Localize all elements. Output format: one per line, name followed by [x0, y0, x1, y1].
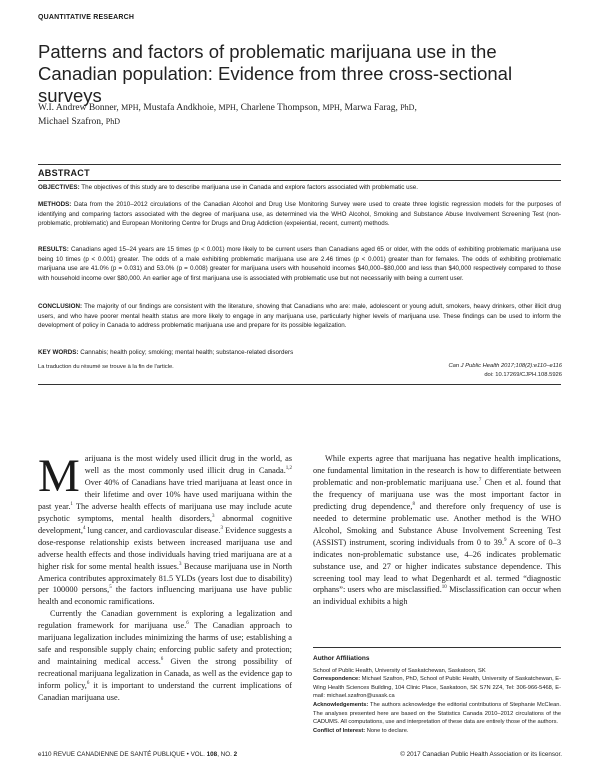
body-text: A score of 0–3 indicates non-problematic substance use, 4–26 indicates problematic substance use, and 27 or higher indicates substance dependence. This screening tool may lead to what Degenhardt et al. termed “diagnostic orphans”: users who are misclassified.: [313, 537, 561, 595]
ref-sup: 6: [160, 657, 164, 663]
page-number: e110: [38, 751, 52, 758]
body-text: and therefore only frequency of use is needed to determine problematic use. Another method is the WHO Alcohol, Smoking and Substance Abuse Involvement Screening Test (ASSIST) instrument, scoring individuals from 0 to 39.: [313, 501, 561, 547]
correspondence-label: Correspondence:: [313, 676, 361, 683]
keywords-text: Cannabis; health policy; smoking; mental health; substance-related disorders: [78, 349, 294, 356]
body-text: arijuana is the most widely used illicit drug in the world, as well as the most commonly used illicit drug in Canada.: [84, 454, 292, 475]
affiliation-text: School of Public Health, University of Saskatchewan, Saskatoon, SK: [313, 667, 486, 674]
ref-sup: 3: [220, 525, 223, 531]
author-list: [38, 101, 558, 129]
abstract-bottom-rule: [38, 384, 561, 385]
ref-sup: 10: [441, 585, 447, 591]
acknowledgements-label: Acknowledgements:: [313, 701, 369, 708]
footer-journal-name: REVUE CANADIENNE DE SANTÉ PUBLIQUE • VOL.: [51, 751, 207, 758]
abstract-heading: ABSTRACT: [38, 168, 90, 178]
body-text: The adverse health effects of marijuana use may include acute psychotic symptoms, mental health disorders,: [38, 501, 292, 523]
ref-sup: 4: [82, 525, 86, 531]
body-text: Misclassification can occur when an individual exhibits a high: [313, 585, 561, 607]
results-text: Canadians aged 15–24 years are 15 times (p < 0.001) more likely to be current users than Canadians aged 65 or older, with the odds of exhibiting problematic marijuana use being 10 times (p < 0.001) greater. The odds of a male exhibiting problematic marijuana use are 2.46 times (p < 0.001) greater than for females. The odds of exhibiting problematic marijuana use are 41.0% (p = 0.031) and 53.0% (p = 0.008) greater for marijuana users with household incomes $40,000–$80,000 and less than $40,000 respectively compared to those with household income over $80,000. An earlier age of first marijuana use is associated with problematic use but not necessarily with being a current user.: [38, 246, 561, 282]
ref-sup: 3: [211, 514, 215, 519]
footer-issue: 2: [233, 751, 238, 758]
abstract-heading-rule: [38, 180, 561, 181]
ref-sup: 7: [478, 478, 482, 484]
degree: MPH: [218, 103, 236, 112]
author-text: Michael Szafron,: [38, 117, 106, 127]
degree: MPH: [121, 103, 139, 112]
correspondence-text: Michael Szafron, PhD, School of Public Health, University of Saskatchewan, E-Wing Health Sciences Building, 104 Clinic Place, Saskatoon, SK S7N 2Z4, Tel: 306-966-5468, E-mail: michael.szafron@usask.ca: [313, 676, 561, 700]
ref-sup: 6: [86, 681, 90, 687]
methods-label: METHODS:: [38, 201, 72, 208]
ref-sup: 1,2: [285, 466, 292, 472]
author-text: W.I. Andrew Bonner,: [38, 103, 122, 113]
abstract-methods: [38, 200, 561, 229]
degree: PhD: [105, 117, 121, 126]
citation-block: [448, 362, 562, 380]
body-text: it is important to understand the current implications of Canadian marijuana use.: [38, 681, 292, 703]
methods-text: Data from the 2010–2012 circulations of the Canadian Alcohol and Drug Use Monitoring Survey were used to create three logistic regression models for the purposes of identifying and comparing factors associated with the degree of marijuana use, as determined via the WHO Alcohol, Smoking and Substance Abuse Involvement Screening Test (non-problematic, problematic) and European Monitoring Centre for Drugs and Drug Addiction (expeiential, recent, current) methods.: [38, 201, 561, 228]
ref-sup: 1: [70, 502, 73, 508]
footer-volume: 108: [206, 751, 218, 758]
body-text: Chen et al. found that the frequency of marijuana use was the most important factor in predicting drug dependence,: [313, 477, 561, 511]
objectives-label: OBJECTIVES:: [38, 184, 80, 191]
body-text: Over 40% of Canadians have tried marijuana at least once in their lifetime and over 10% have used marijuana within the past year.: [38, 477, 292, 511]
author-text: , Marwa Farag,: [339, 103, 401, 113]
acknowledgements: [313, 701, 561, 727]
body-text: While experts agree that marijuana has negative health implications, one fundamental limitation in the research is how to differentiate between problematic and non-problematic marijuana use.: [313, 454, 561, 487]
conclusion-label: CONCLUSION:: [38, 303, 83, 310]
ref-sup: 9: [504, 537, 507, 543]
body-text: Given the strong possibility of recreational marijuana legalization in Canada, as well as the evidence gap to inform policy,: [38, 657, 293, 691]
body-left-column: [38, 450, 293, 704]
coi-label: Conflict of Interest:: [313, 727, 366, 734]
abstract-objectives: [38, 183, 561, 193]
body-text: Currently the Canadian government is exploring a legalization and regulation framework for marijuana use.: [38, 609, 292, 631]
doi: doi: 10.17269/CJPH.108.5926: [484, 372, 562, 378]
affiliations-heading: Author Affiliations: [313, 655, 370, 662]
body-text: Because marijuana use in North America contributes approximately 81.5 YLDs (years lost due to disability) per 100000 persons,: [38, 561, 292, 595]
author-text: , Charlene Thompson,: [235, 103, 323, 113]
keywords-label: KEY WORDS:: [38, 349, 79, 356]
degree: PhD: [400, 103, 415, 112]
degree: MPH: [322, 103, 340, 112]
conflict-of-interest: [313, 727, 561, 736]
affiliation-top-rule: [313, 647, 561, 648]
abstract-top-rule: [38, 164, 561, 165]
footer-copyright: © 2017 Canadian Public Health Association or its licensor.: [400, 751, 562, 758]
body-text: The Canadian approach to marijuana legalization includes minimizing the harms of use; establishing a safe and responsible supply chain; enforcing public safety and protection; and maintaining medical access.: [38, 621, 292, 667]
ref-sup: 6: [186, 621, 189, 627]
body-text: lung cancer, and cardiovascular disease.: [85, 525, 221, 535]
author-text: , Mustafa Andkhoie,: [138, 103, 219, 113]
ref-sup: 5: [109, 585, 112, 591]
conclusion-text: The majority of our findings are consistent with the literature, showing that Canadians who are: male, adolescent or young adult, smokers, heavy drinkers, other illicit drug users, and who have poorer mental health status are more likely to engage in any marijuana use, particularly higher levels of marijuana use. These findings can be used to inform the development of policy in Canada to address problematic marijuana use and prepare for its possible legalization.: [38, 303, 561, 330]
article-title: Patterns and factors of problematic marijuana use in the Canadian population: Evidence from three cross-sectional surveys: [38, 41, 513, 106]
section-label: QUANTITATIVE RESEARCH: [38, 14, 135, 21]
footer-journal: [38, 751, 237, 758]
acknowledgements-text: The authors acknowledge the editorial contributions of Stephanie McClean. The analyses presented here are based on the Statistics Canada 2010–2012 circulations of the CADUMS. All computations, use and interpretation of these data are entirely those of the authors.: [313, 701, 561, 726]
ref-sup: 8: [412, 502, 415, 508]
correspondence: [313, 675, 561, 701]
journal-citation: Can J Public Health 2017;108(2):e110–e116: [448, 363, 562, 369]
author-text: ,: [414, 103, 417, 113]
body-text: the factors influencing marijuana use have public health and economic ramifications.: [38, 585, 292, 607]
drop-cap: M: [38, 450, 80, 502]
results-label: RESULTS:: [38, 246, 69, 253]
french-note: La traduction du résumé se trouve à la fin de l'article.: [38, 364, 174, 370]
coi-text: None to declare.: [365, 727, 409, 734]
abstract-keywords: [38, 348, 561, 358]
objectives-text: The objectives of this study are to describe marijuana use in Canada and explore factors associated with problematic use.: [79, 184, 418, 191]
affiliations-box: [313, 655, 561, 735]
abstract-conclusion: [38, 302, 561, 331]
ref-sup: 3: [178, 561, 182, 567]
abstract-results: [38, 245, 561, 283]
body-right-column: [313, 453, 561, 608]
body-text: Evidence suggests a dose-response relationship exists between increased marijuana use and adverse health effects and those individuals having tried marijuana are at a higher risk for some mental health issues.: [38, 525, 292, 571]
body-text: abnormal cognitive development,: [38, 513, 293, 535]
footer-number-label: , NO.: [217, 751, 234, 758]
